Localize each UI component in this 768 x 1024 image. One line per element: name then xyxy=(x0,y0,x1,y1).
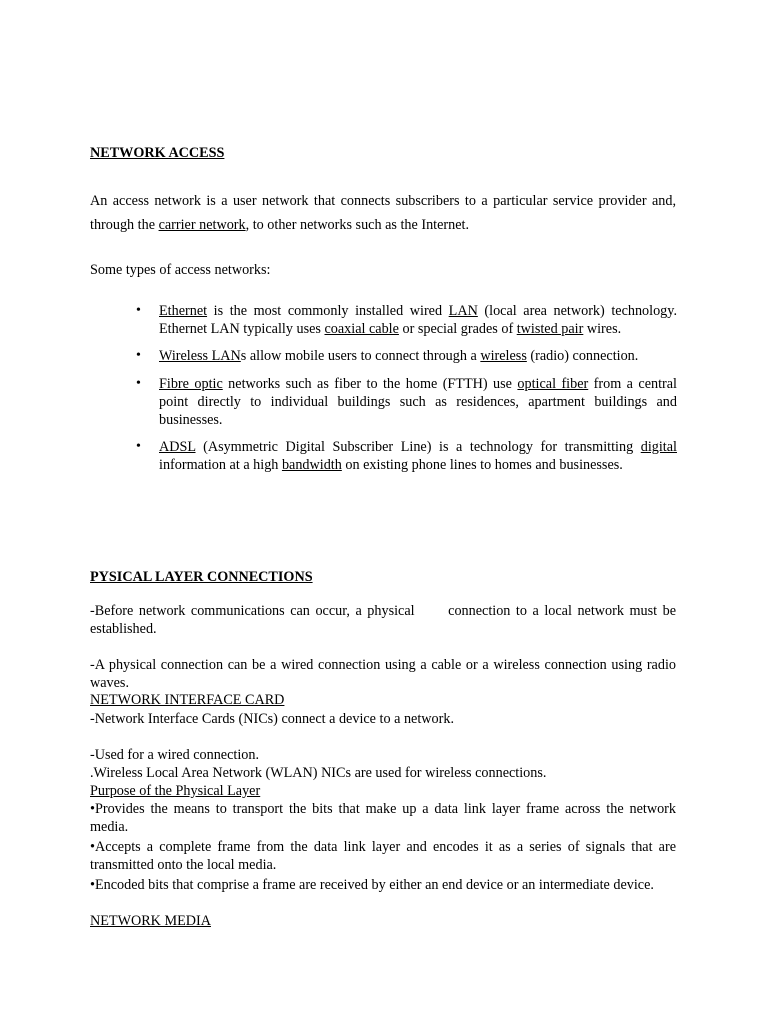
text: (local area network) technology. Ethernet LAN typically uses xyxy=(159,303,677,337)
purpose-item: •Accepts a complete frame from the data link layer and encodes it as a series of signals that are transmitted onto the local media. xyxy=(90,839,676,873)
text: networks such as fiber to the home (FTTH) use xyxy=(222,376,518,392)
intro-text-2: , to other networks such as the Internet. xyxy=(245,217,470,233)
text: is the most commonly installed wired xyxy=(207,303,449,319)
paragraph-physical-connection: -A physical connection can be a wired connection using a cable or a wireless connection using radio waves. xyxy=(90,657,676,691)
bullet-icon: • xyxy=(136,376,141,391)
term-wireless-lan: Wireless LAN xyxy=(159,348,241,364)
term-optical-fiber: optical fiber xyxy=(517,376,589,392)
wired-connection-line: -Used for a wired connection. xyxy=(90,747,260,763)
text: connection to a local network must be established. xyxy=(90,603,677,637)
paragraph-before-network xyxy=(90,602,676,638)
list-item-text xyxy=(159,347,677,365)
list-item-text xyxy=(159,375,677,429)
intro-text-1: An access network is a user network that connects subscribers to a particular service provider and, through the xyxy=(90,193,676,233)
text: wires. xyxy=(583,321,622,337)
heading-network-interface-card: NETWORK INTERFACE CARD xyxy=(90,692,285,708)
heading-network-media: NETWORK MEDIA xyxy=(90,913,211,929)
bullet-icon: • xyxy=(136,439,141,454)
text: from a central point directly to individual buildings such as residences, apartment buildings and businesses. xyxy=(159,376,677,428)
bullet-icon: • xyxy=(136,303,141,318)
term-adsl: ADSL xyxy=(159,439,196,455)
text: s allow mobile users to connect through a xyxy=(240,348,481,364)
term-twisted-pair: twisted pair xyxy=(516,321,584,337)
term-fibre-optic: Fibre optic xyxy=(159,376,223,392)
heading-network-access: NETWORK ACCESS xyxy=(90,145,225,161)
term-bandwidth: bandwidth xyxy=(281,457,342,473)
list-item-text xyxy=(159,302,677,338)
text: on existing phone lines to homes and businesses. xyxy=(341,457,623,473)
wlan-line: .Wireless Local Area Network (WLAN) NICs are used for wireless connections. xyxy=(90,765,547,781)
heading-purpose-physical-layer: Purpose of the Physical Layer xyxy=(90,783,261,799)
purpose-item: •Provides the means to transport the bits that make up a data link layer frame across the network media. xyxy=(90,801,676,835)
text: or special grades of xyxy=(398,321,517,337)
text: (radio) connection. xyxy=(526,348,639,364)
term-wireless: wireless xyxy=(480,348,527,364)
text: (Asymmetric Digital Subscriber Line) is a technology for transmitting xyxy=(195,439,641,455)
bullet-icon: • xyxy=(136,348,141,363)
list-item-text xyxy=(159,438,677,474)
heading-physical-layer-connections: PYSICAL LAYER CONNECTIONS xyxy=(90,569,313,585)
term-ethernet: Ethernet xyxy=(159,303,208,319)
intro-paragraph xyxy=(90,189,676,237)
text: -Before network communications can occur, a physical xyxy=(90,603,415,619)
types-label: Some types of access networks: xyxy=(90,262,271,278)
purpose-item: •Encoded bits that comprise a frame are received by either an end device or an intermediate device. xyxy=(90,877,654,893)
text: information at a high xyxy=(159,457,282,473)
nic-line: -Network Interface Cards (NICs) connect a device to a network. xyxy=(90,711,454,727)
term-lan: LAN xyxy=(448,303,478,319)
carrier-network-link: carrier network xyxy=(158,217,246,233)
term-coaxial-cable: coaxial cable xyxy=(324,321,399,337)
term-digital: digital xyxy=(640,439,677,455)
